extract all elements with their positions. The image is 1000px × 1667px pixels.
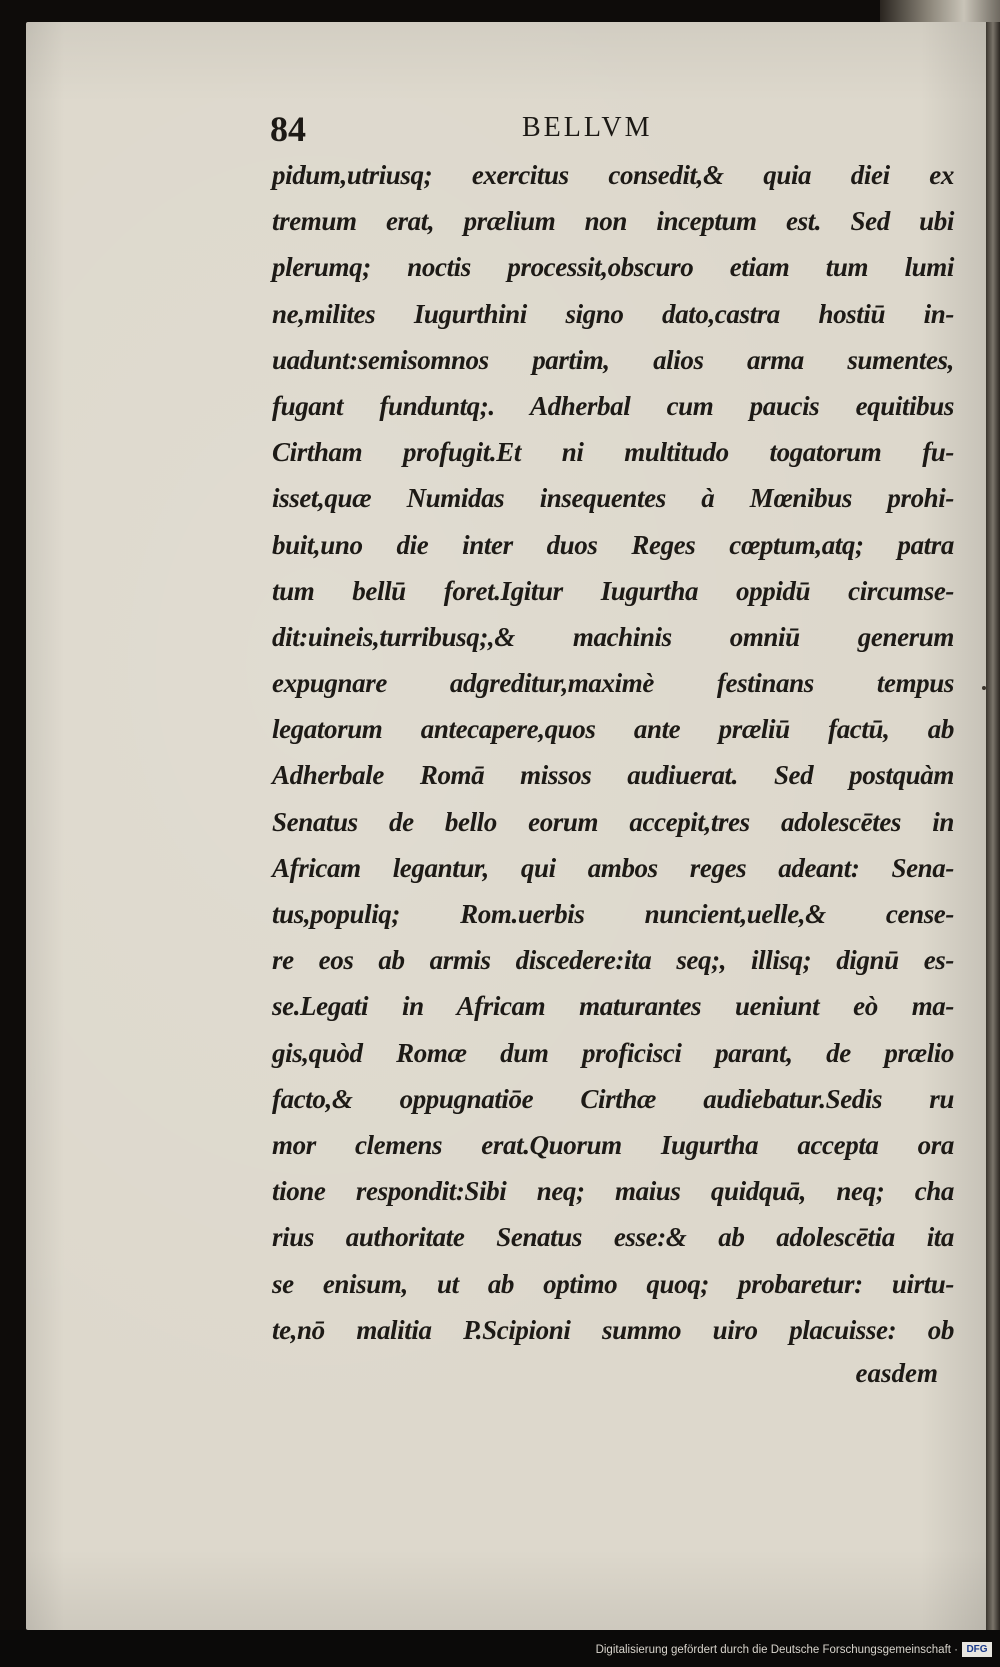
text-line: expugnare adgreditur,maximè festinans tempus (272, 668, 954, 699)
text-line: tum bellū foret.Igitur Iugurtha oppidū circumse- (272, 575, 954, 606)
text-line: buit,uno die inter duos Reges cœptum,atq; patra (272, 529, 954, 560)
page-header (270, 108, 930, 152)
text-line: fugant funduntq;. Adherbal cum paucis equitibus (272, 390, 954, 421)
text-line: dit:uineis,turribusq;,& machinis omniū generum (272, 621, 954, 652)
text-line: pidum,utriusq; exercitus consedit,& quia diei ex (272, 160, 954, 190)
text-line: tione respondit:Sibi neq; maius quidquā, neq; cha (272, 1176, 954, 1207)
text-line: te,nō malitia P.Scipioni summo uiro placuisse: ob (272, 1314, 954, 1345)
text-line: Adherbale Romā missos audiuerat. Sed postquàm (272, 760, 954, 791)
catchword: easdem (855, 1358, 938, 1388)
text-line: legatorum antecapere,quos ante præliū factū, ab (272, 714, 954, 745)
body-text (272, 152, 954, 1353)
text-line: Cirtham profugit.Et ni multitudo togatorum fu- (272, 437, 954, 468)
text-line: isset,quæ Numidas insequentes à Mœnibus prohi- (272, 483, 954, 514)
text-line: tus,populiq; Rom.uerbis nuncient,uelle,& cense- (272, 899, 954, 929)
text-line: se enisum, ut ab optimo quoq; probaretur: uirtu- (272, 1268, 954, 1299)
text-line: uadunt:semisomnos partim, alios arma sumentes, (272, 344, 954, 375)
digitization-credit: Digitalisierung gefördert durch die Deutsche Forschungsgemeinschaft · (595, 1644, 958, 1656)
text-line: rius authoritate Senatus esse:& ab adolescētia ita (272, 1222, 954, 1253)
page-number: 84 (270, 109, 306, 149)
text-line: Africam legantur, qui ambos reges adeant: Sena- (272, 852, 954, 883)
text-line: ne,milites Iugurthini signo dato,castra hostiū in- (272, 298, 954, 329)
text-line: plerumq; noctis processit,obscuro etiam tum lumi (272, 252, 954, 283)
running-head: BELLVM (522, 112, 653, 143)
text-line: se.Legati in Africam maturantes ueniunt eò ma- (272, 991, 954, 1022)
text-line: tremum erat, prælium non inceptum est. Sed ubi (272, 206, 954, 237)
text-line: mor clemens erat.Quorum Iugurtha accepta ora (272, 1129, 954, 1160)
text-line: Senatus de bello eorum accepit,tres adolescētes in (272, 806, 954, 837)
text-line: facto,& oppugnatiōe Cirthæ audiebatur.Sedis ru (272, 1083, 954, 1114)
page-fore-edge (986, 22, 1000, 1630)
text-line: gis,quòd Romæ dum proficisci parant, de prælio (272, 1037, 954, 1068)
dfg-logo: DFG (962, 1642, 992, 1657)
margin-mark (982, 686, 986, 690)
text-line: re eos ab armis discedere:ita seq;, illisq; dignū es- (272, 945, 954, 976)
page-edge-top (880, 0, 1000, 22)
